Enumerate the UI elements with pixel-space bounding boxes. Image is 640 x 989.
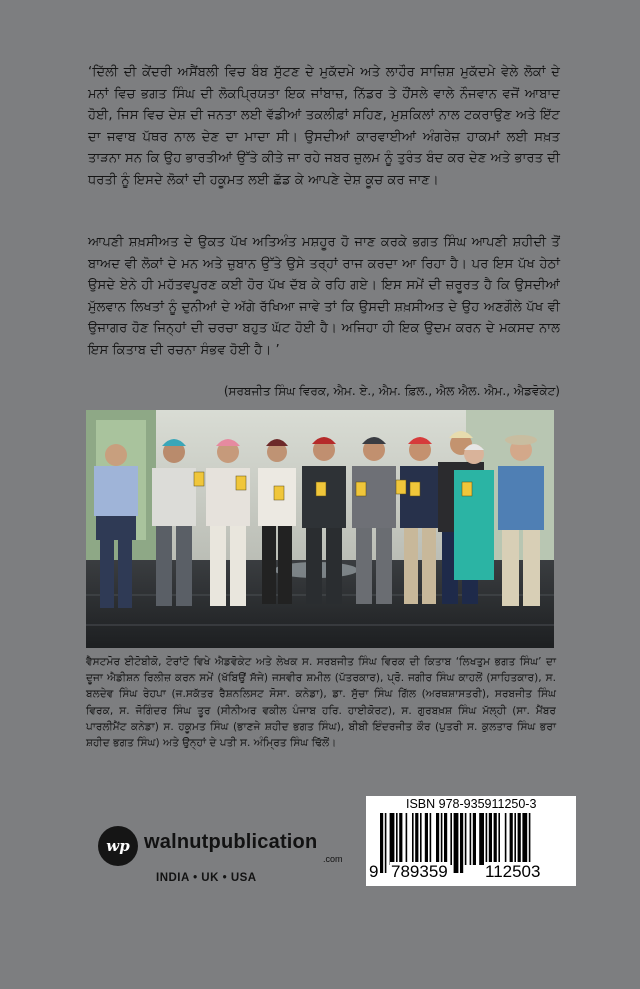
author-attribution: (ਸਰਬਜੀਤ ਸਿੰਘ ਵਿਰਕ, ਐਮ. ਏ., ਐਮ. ਫ਼ਿਲ., ਐਲ ਐਲ. ਐਮ., ਐਡਵੋਕੇਟ) xyxy=(223,384,560,398)
barcode-digits-left: 789359 xyxy=(391,862,448,881)
photo-caption: ਵੈਸਟਮੋਰ ਈਟੋਬੀਕੋ, ਟੋਰਾਂਟੋ ਵਿਖੇ ਐਡਵੋਕੇਟ ਅਤੇ ਲੇਖਕ ਸ. ਸਰਬਜੀਤ ਸਿੰਘ ਵਿਰਕ ਦੀ ਕਿਤਾਬ ‘ਲਿਖਤੁਮ ਭਗਤ ਸਿੰਘ’ ਦਾ ਦੂਜਾ ਐਡੀਸ਼ਨ ਰਿਲੀਜ਼ ਕਰਨ ਸਮੇਂ (ਖੱਬਿਉਂ ਸੱਜੇ) ਜਸਵੀਰ ਸ਼ਮੀਲ (ਪੱਤਰਕਾਰ), ਪ੍ਰੋ. ਜਗੀਰ ਸਿੰਘ ਕਾਹਲੋਂ (ਸਾਹਿਤਕਾਰ), ਸ. ਬਲਦੇਵ ਸਿੰਘ ਰੇਹਪਾ (ਜ.ਸਕੱਤਰ ਰੈਸ਼ਨਲਿਸਟ ਸੋਸਾ. ਕਨੇਡਾ), ਡਾ. ਸੁੱਚਾ ਸਿੰਘ ਗਿੱਲ (ਅਰਥਸ਼ਾਸਤਰੀ), ਸਰਬਜੀਤ ਸਿੰਘ ਵਿਰਕ, ਸ. ਜੋਗਿੰਦਰ ਸਿੰਘ ਤੂਰ (ਸੀਨੀਅਰ ਵਕੀਲ ਪੰਜਾਬ ਹਰਿ. ਹਾਈਕੋਰਟ), ਸ. ਗੁਰਬਖ਼ਸ਼ ਸਿੰਘ ਮੱਲ੍ਹੀ (ਸਾ. ਮੈਂਬਰ ਪਾਰਲੀਮੈਂਟ ਕਨੇਡਾ) ਸ. ਹਕੂਮਤ ਸਿੰਘ (ਭਾਣਜੇ ਸ਼ਹੀਦ ਭਗਤ ਸਿੰਘ), ਬੀਬੀ ਇੰਦਰਜੀਤ ਕੌਰ (ਪੁਤਰੀ ਸ. ਕੁਲਤਾਰ ਸਿੰਘ ਭਰਾ ਸ਼ਹੀਦ ਭਗਤ ਸਿੰਘ) ਅਤੇ ਉਨ੍ਹਾਂ ਦੇ ਪਤੀ ਸ. ਅੰਮ੍ਰਿਤ ਸਿੰਘ ਢਿੱਲੋਂ। xyxy=(86,656,556,750)
isbn-barcode xyxy=(366,796,576,886)
publisher-regions: INDIA • UK • USA xyxy=(156,872,257,884)
publisher-name: walnutpublication xyxy=(144,831,318,853)
isbn-label: ISBN 978-935911250-3 xyxy=(406,797,537,811)
barcode-digit-lead: 9 xyxy=(369,862,379,881)
blurb-paragraph-2: ਆਪਣੀ ਸ਼ਖ਼ਸੀਅਤ ਦੇ ਉਕਤ ਪੱਖ ਅਤਿਅੰਤ ਮਸ਼ਹੂਰ ਹੋ ਜਾਣ ਕਰਕੇ ਭਗਤ ਸਿੰਘ ਆਪਣੀ ਸ਼ਹੀਦੀ ਤੋਂ ਬਾਅਦ ਵੀ ਲੋਕਾਂ ਦੇ ਮਨ ਅਤੇ ਜ਼ੁਬਾਨ ਉੱਤੇ ਉਸੇ ਤਰ੍ਹਾਂ ਰਾਜ ਕਰਦਾ ਆ ਰਿਹਾ ਹੈ। ਪਰ ਇਸ ਪੱਖ ਹੇਠਾਂ ਉਸਦੇ ਏਨੇ ਹੀ ਮਹੱਤਵਪੂਰਣ ਕਈ ਹੋਰ ਪੱਖ ਦੱਬ ਕੇ ਰਹਿ ਗਏ। ਇਸ ਸਮੇਂ ਦੀ ਜ਼ਰੂਰਤ ਹੈ ਕਿ ਉਸਦੀਆਂ ਮੁੱਲਵਾਨ ਲਿਖਤਾਂ ਨੂੰ ਦੁਨੀਆਂ ਦੇ ਅੱਗੇ ਰੱਖਿਆ ਜਾਵੇ ਤਾਂ ਕਿ ਉਸਦੀ ਸ਼ਖ਼ਸੀਅਤ ਦੇ ਉਹ ਅਣਗੌਲੇ ਪੱਖ ਵੀ ਉਜਾਗਰ ਹੋਣ ਜਿਨ੍ਹਾਂ ਦੀ ਚਰਚਾ ਬਹੁਤ ਘੱਟ ਹੋਈ ਹੈ। ਅਜਿਹਾ ਹੀ ਇਕ ਉਦਮ ਕਰਨ ਦੇ ਮਕਸਦ ਨਾਲ ਇਸ ਕਿਤਾਬ ਦੀ ਰਚਨਾ ਸੰਭਵ ਹੋਈ ਹੈ। ’ xyxy=(88,235,560,358)
book-launch-photo xyxy=(86,410,554,648)
publisher-domain: .com xyxy=(323,854,343,864)
blurb-paragraph-1: ‘ਦਿੱਲੀ ਦੀ ਕੇਂਦਰੀ ਅਸੈਂਬਲੀ ਵਿਚ ਬੰਬ ਸੁੱਟਣ ਦੇ ਮੁਕੱਦਮੇ ਅਤੇ ਲਾਹੌਰ ਸਾਜ਼ਿਸ਼ ਮੁਕੱਦਮੇ ਵੇਲੇ ਲੋਕਾਂ ਦੇ ਮਨਾਂ ਵਿਚ ਭਗਤ ਸਿੰਘ ਦੀ ਲੋਕਪ੍ਰਿਯਤਾ ਇਕ ਜਾਂਬਾਜ਼, ਨਿੱਡਰ ਤੇ ਹੌਂਸਲੇ ਵਾਲੇ ਨੌਜਵਾਨ ਵਜੋਂ ਆਬਾਦ ਹੋਈ, ਜਿਸ ਵਿਚ ਦੇਸ਼ ਦੀ ਜਨਤਾ ਲਈ ਵੱਡੀਆਂ ਤਕਲੀਫ਼ਾਂ ਸਹਿਣ, ਮੁਸ਼ਕਿਲਾਂ ਨਾਲ ਟਕਰਾਉਣ ਅਤੇ ਇੱਟ ਦਾ ਜਵਾਬ ਪੱਥਰ ਨਾਲ ਦੇਣ ਦਾ ਮਾਦਾ ਸੀ। ਉਸਦੀਆਂ ਕਾਰਵਾਈਆਂ ਅੰਗਰੇਜ਼ ਹਾਕਮਾਂ ਲਈ ਸਖ਼ਤ ਤਾੜਨਾ ਸਨ ਕਿ ਉਹ ਭਾਰਤੀਆਂ ਉੱਤੇ ਕੀਤੇ ਜਾ ਰਹੇ ਜਬਰ ਜ਼ੁਲਮ ਨੂੰ ਤੁਰੰਤ ਬੰਦ ਕਰ ਦੇਣ ਅਤੇ ਭਾਰਤ ਦੀ ਧਰਤੀ ਨੂੰ ਇਸਦੇ ਲੋਕਾਂ ਦੀ ਹਕੂਮਤ ਲਈ ਛੱਡ ਕੇ ਆਪਣੇ ਦੇਸ਼ ਕੂਚ ਕਰ ਜਾਣ। xyxy=(88,65,560,188)
barcode-digits-right: 112503 xyxy=(485,862,541,881)
publisher-logo xyxy=(98,826,358,886)
publisher-logo-mark: wp xyxy=(98,826,138,866)
